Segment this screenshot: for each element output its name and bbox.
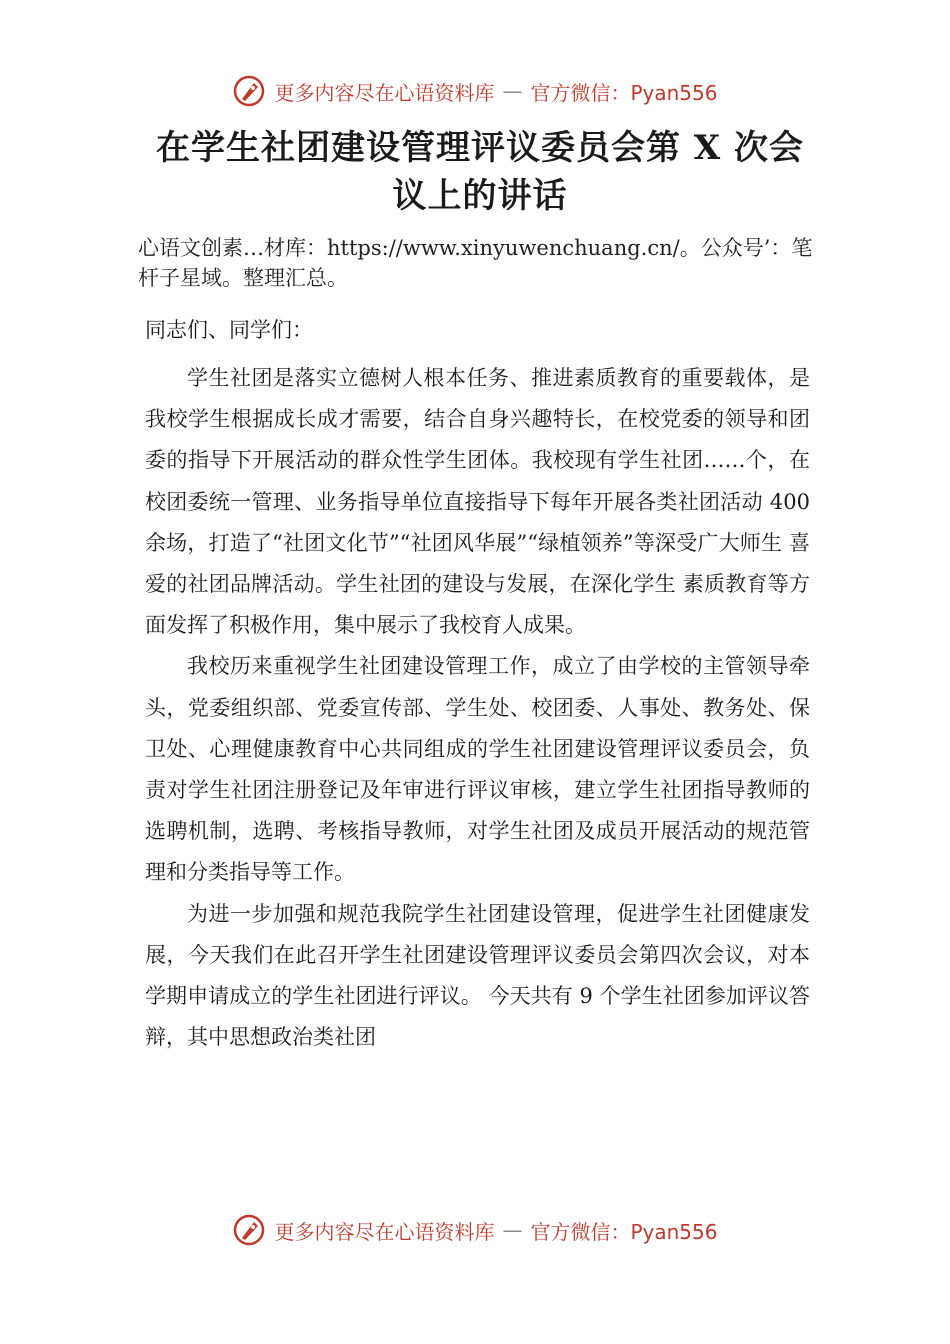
paragraph: 学生社团是落实立德树人根本任务、推进素质教育的重要载体，是我校学生根据成长成才需要，结合自身兴趣特长，在校党委的领导和团委的指导下开展活动的群众性学生团体。我校现有学生社团……个，在校团委统一管理、业务指导单位直接指导下每年开展各类社团活动 400 余场，打造了“社团文化节”“社团风华展”“绿植领养”等深受广大师生 喜爱的社团品牌活动。学生社团的建设与发展，在深化学生 素质教育等方面发挥了积极作用，集中展示了我校育人成果。 [145,366,810,638]
paragraph: 为进一步加强和规范我院学生社团建设管理，促进学生社团健康发展，今天我们在此召开学生社团建设管理评议委员会第四次会议，对本学期申请成立的学生社团进行评议。 今天共有 9 个学生社团参加评议答辩，其中思想政治类社团 [145,901,810,1050]
pen-nib-circle-icon [232,1213,266,1247]
banner-separator: — [502,1218,523,1242]
header-banner [0,74,950,108]
banner-title: 更多内容尽在心语资料库 [274,80,495,105]
banner-separator: — [502,79,523,103]
banner-title: 更多内容尽在心语资料库 [274,1219,495,1244]
document-title: 在学生社团建设管理评议委员会第 X 次会议上的讲话 [155,128,805,216]
footer-banner [0,1213,950,1247]
source-note: 心语文创素…材库：https://www.xinyuwenchuang.cn/。公众号’：笔杆子星域。整理汇总。 [138,236,813,290]
banner-wechat: 官方微信：Pyan556 [530,80,718,105]
document-body [145,358,810,1058]
banner-wechat: 官方微信：Pyan556 [530,1219,718,1244]
pen-nib-circle-icon [232,74,266,108]
salutation: 同志们、同学们： [145,318,313,342]
paragraph: 我校历来重视学生社团建设管理工作，成立了由学校的主管领导牵头，党委组织部、党委宣传部、学生处、校团委、人事处、教务处、保卫处、心理健康教育中心共同组成的学生社团建设管理评议委员会，负责对学生社团注册登记及年审进行评议审核，建立学生社团指导教师的选聘机制，选聘、考核指导教师，对学生社团及成员开展活动的规范管理和分类指导等工作。 [145,654,810,885]
